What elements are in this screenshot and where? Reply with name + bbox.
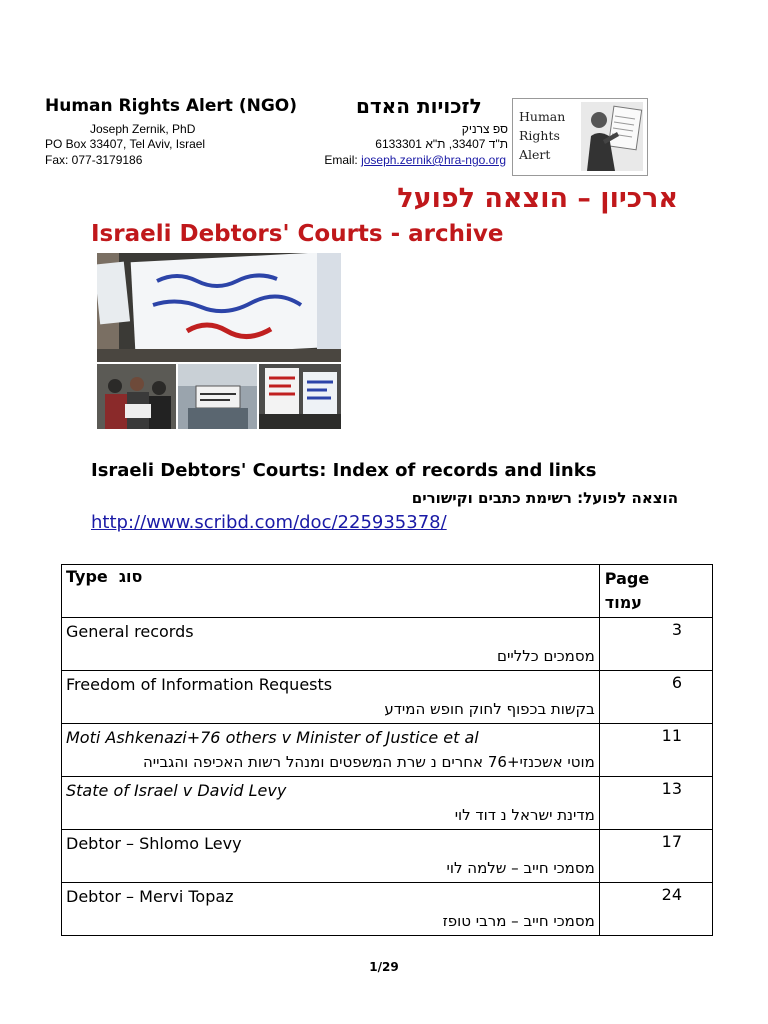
header-page-he: עמוד xyxy=(604,593,642,612)
page-cell: 13 xyxy=(599,777,712,830)
row-title-he: מסמכים כלליים xyxy=(497,647,595,665)
table-row[interactable] xyxy=(62,724,713,777)
index-heading-he: הוצאה לפועל: רשימת כתבים וקישורים xyxy=(411,489,678,507)
type-cell xyxy=(62,618,600,671)
scribd-link[interactable]: http://www.scribd.com/doc/225935378/ xyxy=(91,512,447,533)
row-title-he: מוטי אשכנזי+76 אחרים נ שרת המשפטים ומנהל רשות האכיפה והגבייה xyxy=(142,753,595,771)
page-cell: 6 xyxy=(599,671,712,724)
type-cell xyxy=(62,671,600,724)
archive-title-he: ארכיון – הוצאה לפועל xyxy=(397,183,678,214)
header-type-he: סוג xyxy=(118,567,143,586)
email-label: Email: xyxy=(324,153,358,167)
row-title-en: Debtor – Mervi Topaz xyxy=(66,887,234,906)
org-name-en: Human Rights Alert (NGO) xyxy=(45,96,298,116)
logo-photo xyxy=(581,102,643,171)
type-cell xyxy=(62,777,600,830)
logo-line-1: Human xyxy=(519,109,566,124)
protest-photo-3 xyxy=(259,364,341,429)
row-title-he: בקשות בכפוף לחוק חופש המידע xyxy=(384,700,595,718)
protest-photo-1 xyxy=(97,364,176,429)
po-box-he: ת"ד 33407, ת"א 6133301 xyxy=(375,137,508,151)
org-name-he: לזכויות האדם xyxy=(356,94,482,118)
table-row[interactable] xyxy=(62,618,713,671)
page-cell: 3 xyxy=(599,618,712,671)
records-index-table xyxy=(61,564,713,936)
protest-photo-2 xyxy=(178,364,257,429)
email-link[interactable]: joseph.zernik@hra-ngo.org xyxy=(361,153,506,167)
type-cell xyxy=(62,883,600,936)
table-row[interactable] xyxy=(62,671,713,724)
page-cell: 17 xyxy=(599,830,712,883)
type-cell xyxy=(62,830,600,883)
row-title-en: General records xyxy=(66,622,194,641)
contact-name-he: ספ צרניק xyxy=(461,122,508,136)
table-row[interactable] xyxy=(62,883,713,936)
archive-title-en: Israeli Debtors' Courts - archive xyxy=(91,221,504,247)
po-box-en: PO Box 33407, Tel Aviv, Israel xyxy=(45,137,206,151)
table-row[interactable] xyxy=(62,777,713,830)
page-cell: 11 xyxy=(599,724,712,777)
page-number: 1/29 xyxy=(369,960,399,974)
row-title-he: מסמכי חייב – מרבי טופז xyxy=(442,912,595,930)
row-title-en: Moti Ashkenazi+76 others v Minister of Justice et al xyxy=(66,728,479,747)
table-header-row xyxy=(62,565,713,618)
fax-number: Fax: 077-3179186 xyxy=(45,153,143,167)
protest-signs-photo xyxy=(97,253,341,362)
logo-text xyxy=(519,107,581,164)
row-title-he: מסמכי חייב – שלמה לוי xyxy=(446,859,595,877)
table-row[interactable] xyxy=(62,830,713,883)
logo-line-2: Rights xyxy=(519,128,560,143)
contact-name-en: Joseph Zernik, PhD xyxy=(90,122,196,136)
row-title-en: State of Israel v David Levy xyxy=(66,781,287,800)
header-page-en: Page xyxy=(604,569,650,588)
header-type-cell xyxy=(62,565,600,618)
header-type-en: Type xyxy=(66,567,108,586)
page-cell: 24 xyxy=(599,883,712,936)
index-heading-en: Israeli Debtors' Courts: Index of records and links xyxy=(91,460,597,481)
row-title-he: מדינת ישראל נ דוד לוי xyxy=(454,806,595,824)
hra-logo xyxy=(512,98,648,176)
header-page-cell xyxy=(599,565,712,618)
type-cell xyxy=(62,724,600,777)
row-title-en: Freedom of Information Requests xyxy=(66,675,333,694)
email-line xyxy=(324,153,506,167)
logo-line-3: Alert xyxy=(519,147,551,162)
row-title-en: Debtor – Shlomo Levy xyxy=(66,834,242,853)
